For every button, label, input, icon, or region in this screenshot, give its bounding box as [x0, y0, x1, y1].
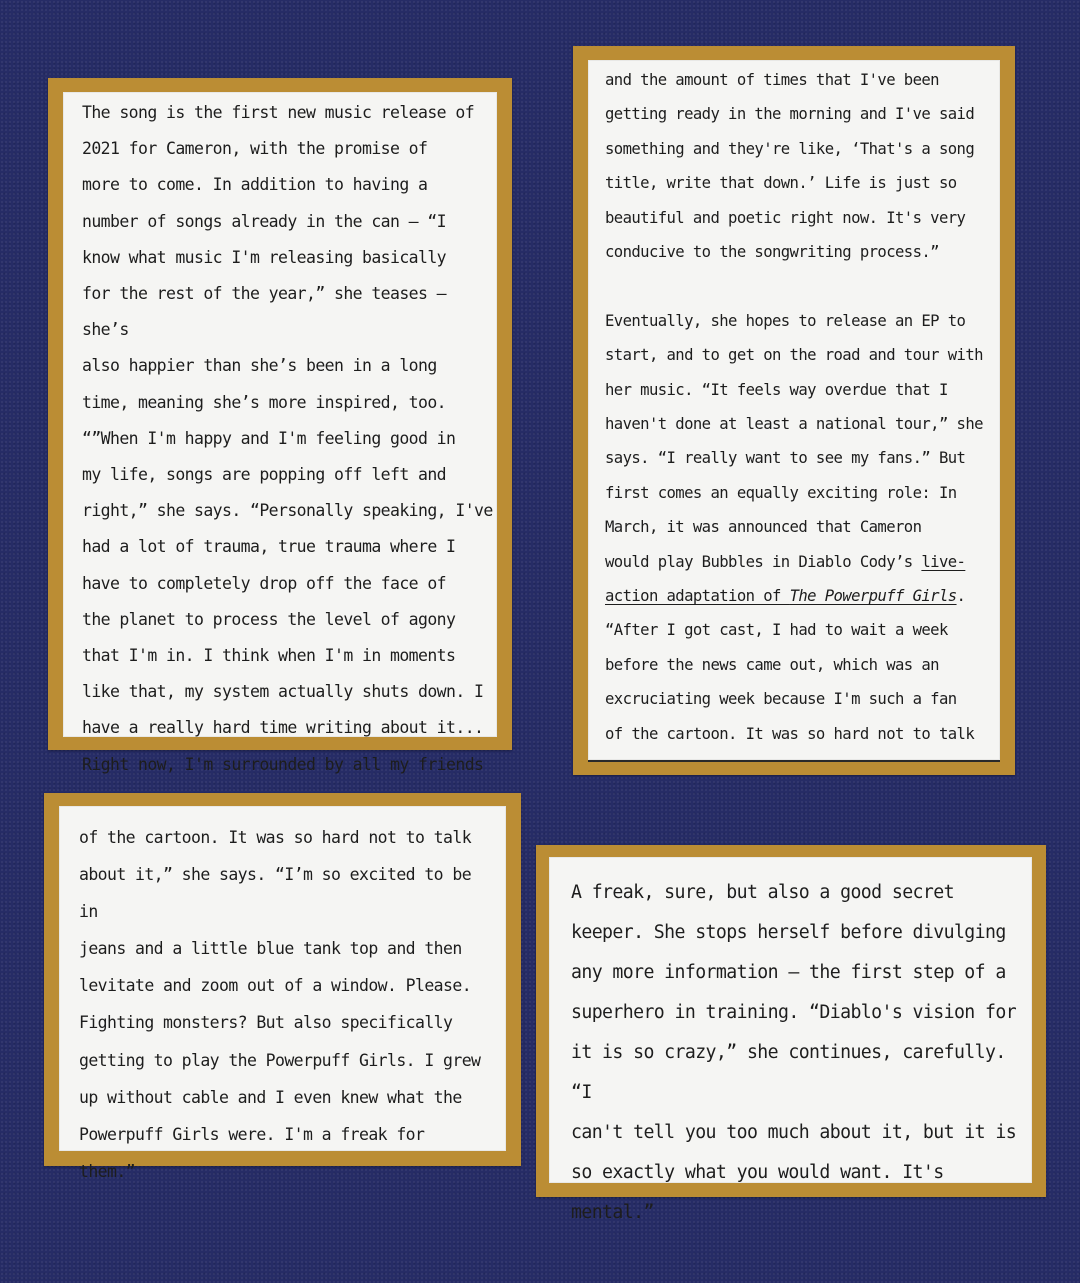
text-panel-4-page: [549, 857, 1032, 1223]
text-panel-2-paragraph-1: and the amount of times that I've been getting ready in the morning and I've said something and they're like, ‘That's a song title, write that down.’ Life is just so beautiful and poetic right now. It's very conducive to the songwriting process.”: [605, 71, 975, 262]
text-panel-4: [536, 845, 1046, 1223]
text-panel-3-body: of the cartoon. It was so hard not to talk about it,” she says. “I’m so excited to be in jeans and a little blue tank top and then levitate and zoom out of a window. Please. Fighting monsters? But also specifically getting to play the Powerpuff Girls. I grew up without cable and I even knew what the Powerpuff Girls were. I'm a freak for them.”: [79, 828, 481, 1181]
link-text-part-2: action adaptation of: [605, 587, 790, 606]
link-title: The Powerpuff Girls: [789, 587, 957, 606]
text-panel-2-paragraph-2: [605, 304, 997, 751]
link-text-part-1: live-: [921, 552, 966, 571]
text-panel-1-body: The song is the first new music release of 2021 for Cameron, with the promise of more to come. In addition to having a number of songs already in the can — “I know what music I'm releasing basically for the rest of the year,” she teases — she’s also happier than she’s been in a long time, meaning she’s more inspired, too. “”When I'm happy and I'm feeling good in my life, songs are popping off left and right,” she says. “Personally speaking, I've had a lot of trauma, true trauma where I have to completely drop off the face of the planet to process the level of agony that I'm in. I think when I'm in moments like that, my system actually shuts down. I have a really hard time writing about it... Right now, I'm surrounded by all my friends: [82, 103, 493, 774]
text-panel-2: [573, 46, 1015, 775]
paragraph-2-tail: . “After I got cast, I had to wait a week before the news came out, which was an excruciating week because I'm such a fan of the cartoon. It was so hard not to talk: [605, 587, 975, 743]
text-panel-3: [44, 793, 521, 1181]
text-panel-3-page: [59, 806, 506, 1181]
text-panel-4-body: A freak, sure, but also a good secret keeper. She stops herself before divulging any more information — the first step of a superhero in training. “Diablo's vision for it is so crazy,” she continues, carefully. “I can't tell you too much about it, but it is so exactly what you would want. It's mental.”: [571, 882, 1017, 1223]
paragraph-2-lead: Eventually, she hopes to release an EP to start, and to get on the road and tour with her music. “It feels way overdue that I haven't done at least a national tour,” she says. “I really want to see my fans.” But first comes an equally exciting role: In March, it was announced that Cameron would play Bubbles in Diablo Cody’s: [605, 311, 983, 571]
paragraph-gap: [605, 269, 997, 303]
text-panel-1-page: [63, 92, 497, 774]
text-panel-2-body: [605, 63, 997, 751]
text-panel-2-page: [588, 60, 1000, 762]
text-panel-1: [48, 78, 512, 774]
